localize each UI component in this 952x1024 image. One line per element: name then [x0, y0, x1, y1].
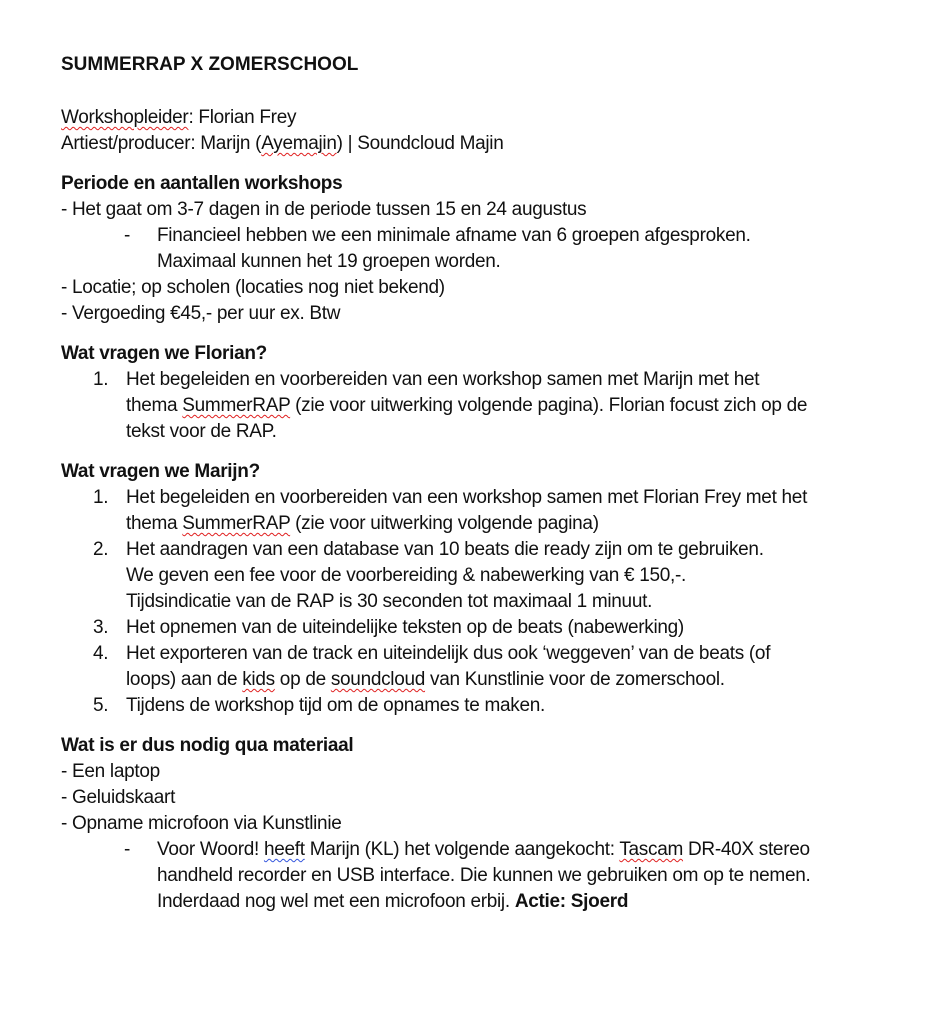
section-heading-florian: Wat vragen we Florian?	[61, 343, 267, 364]
period-sub-item-cont: Maximaal kunnen het 19 groepen worden.	[157, 251, 501, 272]
section-heading-material: Wat is er dus nodig qua materiaal	[61, 735, 354, 756]
section-heading-period: Periode en aantallen workshops	[61, 173, 343, 194]
material-sub-item-cont: handheld recorder en USB interface. Die kunnen we gebruiken om op te nemen.	[157, 865, 811, 886]
list-number: 3.	[93, 617, 109, 638]
marijn-item-1: 1. Het begeleiden en voorbereiden van een workshop samen met Florian Frey met het	[61, 485, 901, 511]
location-line: - Locatie; op scholen (locaties nog niet bekend)	[61, 277, 445, 298]
material-sub-item-cont: Inderdaad nog wel met een microfoon erbij. Actie: Sjoerd	[157, 891, 629, 912]
material-sub-item: - Voor Woord! heeft Marijn (KL) het volgende aangekocht: Tascam DR-40X stereo	[61, 837, 901, 863]
marijn-item-2-cont: We geven een fee voor de voorbereiding & nabewerking van € 150,-.	[126, 565, 687, 586]
document-title: SUMMERRAP X ZOMERSCHOOL	[61, 54, 359, 75]
list-number: 5.	[93, 695, 109, 716]
marijn-item-2: 2. Het aandragen van een database van 10 beats die ready zijn om te gebruiken.	[61, 537, 901, 563]
material-item: - Een laptop	[61, 761, 160, 782]
marijn-item-4-cont: loops) aan de kids op de soundcloud van Kunstlinie voor de zomerschool.	[126, 669, 725, 690]
list-number: 1.	[93, 487, 109, 508]
artist-producer-line: Artiest/producer: Marijn (Ayemajin) | Soundcloud Majin	[61, 133, 504, 154]
spellcheck-word[interactable]: Ayemajin	[261, 133, 337, 154]
marijn-item-2-cont: Tijdsindicatie van de RAP is 30 seconden tot maximaal 1 minuut.	[126, 591, 653, 612]
marijn-item-3: 3. Het opnemen van de uiteindelijke teksten op de beats (nabewerking)	[61, 615, 901, 641]
marijn-item-1-cont: thema SummerRAP (zie voor uitwerking volgende pagina)	[126, 513, 599, 534]
material-item: - Geluidskaart	[61, 787, 176, 808]
marijn-item-5: 5. Tijdens de workshop tijd om de opnames te maken.	[61, 693, 901, 719]
period-line: - Het gaat om 3-7 dagen in de periode tussen 15 en 24 augustus	[61, 199, 587, 220]
fee-line: - Vergoeding €45,- per uur ex. Btw	[61, 303, 341, 324]
dash-bullet: -	[124, 839, 131, 860]
section-heading-marijn: Wat vragen we Marijn?	[61, 461, 260, 482]
florian-item-1-cont: tekst voor de RAP.	[126, 421, 277, 442]
list-number: 4.	[93, 643, 109, 664]
spellcheck-word[interactable]: soundcloud	[330, 669, 426, 690]
spellcheck-word[interactable]: kids	[242, 669, 275, 690]
florian-item-1-cont: thema SummerRAP (zie voor uitwerking volgende pagina). Florian focust zich op de	[126, 395, 808, 416]
spellcheck-word[interactable]: SummerRAP	[182, 395, 291, 416]
document-page	[61, 52, 901, 915]
action-owner: Actie: Sjoerd	[514, 891, 629, 912]
florian-item-1: 1. Het begeleiden en voorbereiden van een workshop samen met Marijn met het	[61, 367, 901, 393]
spellcheck-word[interactable]: Workshopleider	[61, 107, 189, 128]
period-sub-item: - Financieel hebben we een minimale afname van 6 groepen afgesproken.	[61, 223, 901, 249]
dash-bullet: -	[124, 225, 131, 246]
list-number: 1.	[93, 369, 109, 390]
grammar-check-word[interactable]: heeft	[263, 839, 305, 860]
list-number: 2.	[93, 539, 109, 560]
spellcheck-word[interactable]: Tascam	[619, 839, 684, 860]
material-item: - Opname microfoon via Kunstlinie	[61, 813, 342, 834]
spellcheck-word[interactable]: SummerRAP	[182, 513, 291, 534]
marijn-item-4: 4. Het exporteren van de track en uiteindelijk dus ook ‘weggeven’ van de beats (of	[61, 641, 901, 667]
workshop-leader-line: Workshopleider: Florian Frey	[61, 107, 297, 128]
